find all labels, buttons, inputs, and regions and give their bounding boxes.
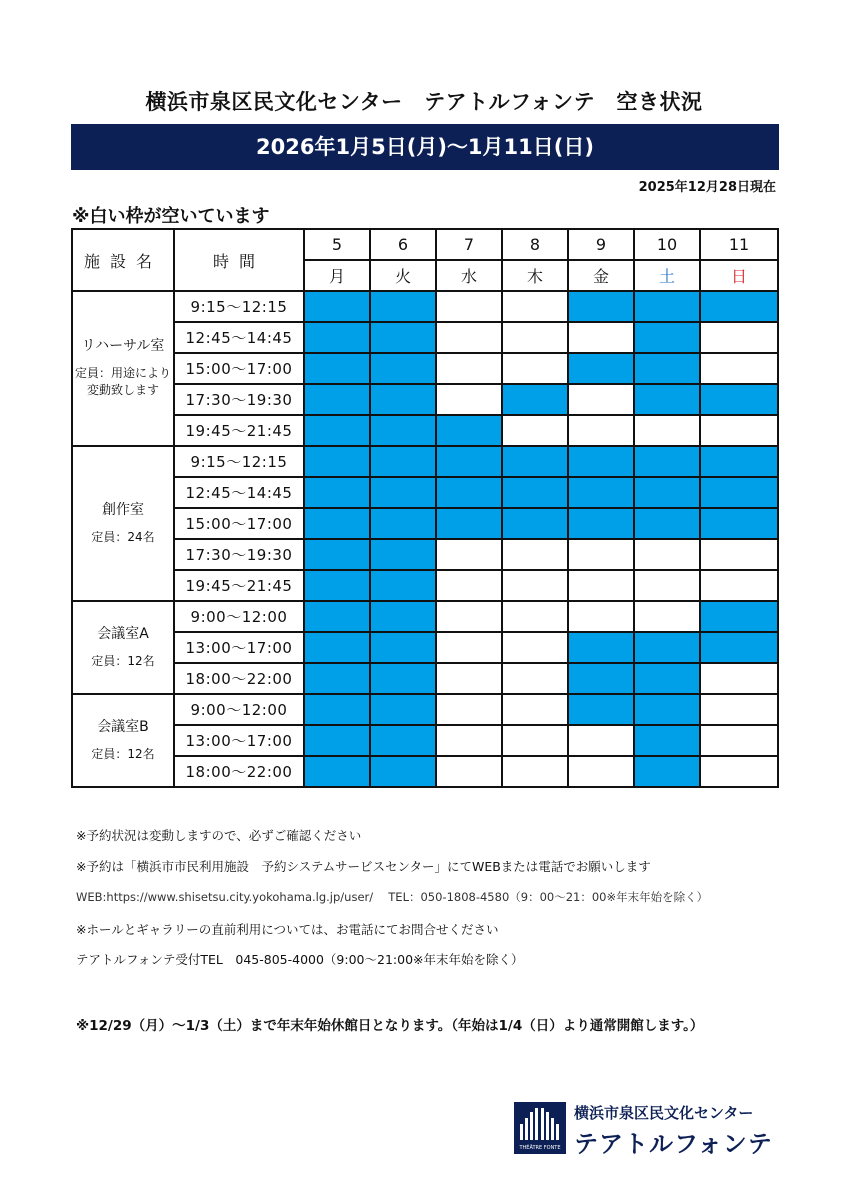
booked-slot bbox=[304, 756, 370, 787]
available-slot bbox=[502, 415, 568, 446]
day-number: 10 bbox=[634, 229, 700, 260]
available-slot bbox=[634, 570, 700, 601]
booked-slot bbox=[634, 353, 700, 384]
as-of-date: 2025年12月28日現在 bbox=[638, 180, 776, 195]
day-weekday: 木 bbox=[502, 260, 568, 291]
available-slot bbox=[436, 291, 502, 322]
booked-slot bbox=[568, 663, 634, 694]
period-banner: 2026年1月5日(月)～1月11日(日) bbox=[71, 124, 779, 170]
booked-slot bbox=[370, 756, 436, 787]
booked-slot bbox=[436, 508, 502, 539]
available-slot bbox=[634, 415, 700, 446]
available-slot bbox=[568, 601, 634, 632]
booked-slot bbox=[304, 570, 370, 601]
white-cell-note: ※白い枠が空いています bbox=[72, 206, 270, 227]
table-row bbox=[72, 632, 778, 663]
facility-cell bbox=[72, 694, 174, 787]
booked-slot bbox=[304, 725, 370, 756]
available-slot bbox=[436, 632, 502, 663]
table-row bbox=[72, 446, 778, 477]
booked-slot bbox=[370, 477, 436, 508]
note-3: ※ホールとギャラリーの直前利用については、お電話にてお問合せください bbox=[76, 922, 499, 937]
table-row bbox=[72, 570, 778, 601]
table-row bbox=[72, 322, 778, 353]
available-slot bbox=[436, 539, 502, 570]
available-slot bbox=[502, 291, 568, 322]
time-slot-label: 13:00～17:00 bbox=[174, 632, 304, 663]
booked-slot bbox=[304, 508, 370, 539]
booked-slot bbox=[634, 725, 700, 756]
theatre-logo-icon bbox=[514, 1102, 566, 1154]
time-header: 時間 bbox=[174, 229, 304, 291]
booked-slot bbox=[304, 694, 370, 725]
time-slot-label: 9:15～12:15 bbox=[174, 446, 304, 477]
booked-slot bbox=[700, 291, 778, 322]
facility-name: 創作室 bbox=[102, 501, 144, 518]
available-slot bbox=[700, 539, 778, 570]
theatre-logo bbox=[514, 1100, 774, 1160]
available-slot bbox=[700, 725, 778, 756]
booked-slot bbox=[304, 322, 370, 353]
day-weekday: 月 bbox=[304, 260, 370, 291]
booked-slot bbox=[502, 446, 568, 477]
table-row bbox=[72, 663, 778, 694]
available-slot bbox=[568, 570, 634, 601]
booked-slot bbox=[502, 508, 568, 539]
available-slot bbox=[502, 570, 568, 601]
booked-slot bbox=[370, 384, 436, 415]
availability-table bbox=[71, 228, 779, 788]
page-title: 横浜市泉区民文化センター テアトルフォンテ 空き状況 bbox=[145, 90, 703, 114]
booked-slot bbox=[634, 291, 700, 322]
booked-slot bbox=[700, 632, 778, 663]
booked-slot bbox=[436, 415, 502, 446]
booked-slot bbox=[370, 446, 436, 477]
available-slot bbox=[436, 384, 502, 415]
logo-line-1: 横浜市泉区民文化センター bbox=[574, 1104, 754, 1122]
booked-slot bbox=[568, 508, 634, 539]
booked-slot bbox=[370, 570, 436, 601]
available-slot bbox=[568, 384, 634, 415]
booked-slot bbox=[304, 632, 370, 663]
available-slot bbox=[568, 725, 634, 756]
time-slot-label: 19:45～21:45 bbox=[174, 570, 304, 601]
table-row bbox=[72, 415, 778, 446]
booked-slot bbox=[502, 384, 568, 415]
booked-slot bbox=[634, 384, 700, 415]
available-slot bbox=[436, 322, 502, 353]
time-slot-label: 9:00～12:00 bbox=[174, 694, 304, 725]
booked-slot bbox=[370, 663, 436, 694]
facility-cell bbox=[72, 291, 174, 446]
booked-slot bbox=[304, 601, 370, 632]
note-web-tel: WEB:https://www.shisetsu.city.yokohama.lg.jp/user/ TEL：050-1808-4580（9：00～21：00※年末年始を除く） bbox=[76, 890, 709, 904]
facility-capacity: 定員：12名 bbox=[91, 653, 155, 668]
booked-slot bbox=[436, 446, 502, 477]
available-slot bbox=[436, 725, 502, 756]
booked-slot bbox=[370, 353, 436, 384]
available-slot bbox=[502, 632, 568, 663]
booked-slot bbox=[634, 477, 700, 508]
facility-capacity: 定員：用途により変動致します bbox=[74, 366, 171, 397]
booked-slot bbox=[370, 725, 436, 756]
booked-slot bbox=[700, 477, 778, 508]
table-row bbox=[72, 384, 778, 415]
time-slot-label: 15:00～17:00 bbox=[174, 353, 304, 384]
day-weekday: 火 bbox=[370, 260, 436, 291]
facility-cell bbox=[72, 446, 174, 601]
time-slot-label: 18:00～22:00 bbox=[174, 663, 304, 694]
time-slot-label: 9:15～12:15 bbox=[174, 291, 304, 322]
time-slot-label: 17:30～19:30 bbox=[174, 539, 304, 570]
available-slot bbox=[634, 601, 700, 632]
booked-slot bbox=[436, 477, 502, 508]
booked-slot bbox=[304, 353, 370, 384]
booked-slot bbox=[634, 446, 700, 477]
booked-slot bbox=[568, 446, 634, 477]
booked-slot bbox=[304, 663, 370, 694]
note-2: ※予約は「横浜市市民利用施設 予約システムサービスセンター」にてWEBまたは電話でお願いします bbox=[76, 859, 651, 874]
available-slot bbox=[436, 353, 502, 384]
available-slot bbox=[436, 663, 502, 694]
available-slot bbox=[436, 570, 502, 601]
booked-slot bbox=[304, 291, 370, 322]
available-slot bbox=[502, 322, 568, 353]
available-slot bbox=[568, 322, 634, 353]
booked-slot bbox=[304, 415, 370, 446]
booked-slot bbox=[370, 322, 436, 353]
time-slot-label: 12:45～14:45 bbox=[174, 477, 304, 508]
note-reception: テアトルフォンテ受付TEL 045-805-4000（9:00～21:00※年末年始を除く） bbox=[76, 952, 524, 967]
table-row bbox=[72, 601, 778, 632]
table-row bbox=[72, 756, 778, 787]
available-slot bbox=[700, 756, 778, 787]
available-slot bbox=[700, 663, 778, 694]
facility-name: リハーサル室 bbox=[81, 338, 165, 354]
time-slot-label: 17:30～19:30 bbox=[174, 384, 304, 415]
booked-slot bbox=[304, 539, 370, 570]
day-weekday: 日 bbox=[700, 260, 778, 291]
available-slot bbox=[502, 353, 568, 384]
facility-capacity: 定員：24名 bbox=[91, 529, 155, 544]
logo-line-2: テアトルフォンテ bbox=[574, 1130, 773, 1158]
booked-slot bbox=[700, 384, 778, 415]
available-slot bbox=[502, 725, 568, 756]
table-row bbox=[72, 694, 778, 725]
day-number: 8 bbox=[502, 229, 568, 260]
available-slot bbox=[700, 694, 778, 725]
booked-slot bbox=[568, 477, 634, 508]
available-slot bbox=[700, 415, 778, 446]
day-weekday: 金 bbox=[568, 260, 634, 291]
booked-slot bbox=[370, 508, 436, 539]
day-weekday: 土 bbox=[634, 260, 700, 291]
booked-slot bbox=[568, 353, 634, 384]
time-slot-label: 19:45～21:45 bbox=[174, 415, 304, 446]
available-slot bbox=[634, 539, 700, 570]
time-slot-label: 13:00～17:00 bbox=[174, 725, 304, 756]
booked-slot bbox=[370, 291, 436, 322]
available-slot bbox=[436, 601, 502, 632]
day-number: 5 bbox=[304, 229, 370, 260]
day-weekday: 水 bbox=[436, 260, 502, 291]
available-slot bbox=[436, 756, 502, 787]
booked-slot bbox=[304, 477, 370, 508]
facility-capacity: 定員：12名 bbox=[91, 746, 155, 761]
time-slot-label: 9:00～12:00 bbox=[174, 601, 304, 632]
available-slot bbox=[502, 756, 568, 787]
booked-slot bbox=[634, 508, 700, 539]
day-number: 6 bbox=[370, 229, 436, 260]
booked-slot bbox=[370, 632, 436, 663]
available-slot bbox=[568, 539, 634, 570]
available-slot bbox=[502, 663, 568, 694]
available-slot bbox=[436, 694, 502, 725]
booked-slot bbox=[568, 291, 634, 322]
booked-slot bbox=[700, 508, 778, 539]
booked-slot bbox=[634, 632, 700, 663]
table-row bbox=[72, 508, 778, 539]
facility-name: 会議室A bbox=[97, 625, 149, 642]
booked-slot bbox=[634, 322, 700, 353]
available-slot bbox=[700, 353, 778, 384]
available-slot bbox=[568, 415, 634, 446]
booked-slot bbox=[700, 446, 778, 477]
note-1: ※予約状況は変動しますので、必ずご確認ください bbox=[76, 828, 362, 843]
day-number: 9 bbox=[568, 229, 634, 260]
booked-slot bbox=[634, 663, 700, 694]
booked-slot bbox=[370, 694, 436, 725]
booked-slot bbox=[304, 384, 370, 415]
day-number: 11 bbox=[700, 229, 778, 260]
fountain-bars-icon bbox=[514, 1102, 566, 1154]
booked-slot bbox=[700, 601, 778, 632]
facility-cell bbox=[72, 601, 174, 694]
booked-slot bbox=[634, 756, 700, 787]
booked-slot bbox=[568, 632, 634, 663]
table-row bbox=[72, 353, 778, 384]
booked-slot bbox=[502, 477, 568, 508]
booked-slot bbox=[568, 694, 634, 725]
time-slot-label: 15:00～17:00 bbox=[174, 508, 304, 539]
time-slot-label: 12:45～14:45 bbox=[174, 322, 304, 353]
table-row bbox=[72, 725, 778, 756]
available-slot bbox=[700, 322, 778, 353]
booked-slot bbox=[370, 415, 436, 446]
available-slot bbox=[700, 570, 778, 601]
booked-slot bbox=[634, 694, 700, 725]
holiday-note: ※12/29（月）～1/3（土）まで年末年始休館日となります。（年始は1/4（日）より通常開館します。） bbox=[76, 1018, 704, 1034]
table-row bbox=[72, 477, 778, 508]
logo-mark-text: THÉÂTRE FONTE bbox=[519, 1145, 561, 1151]
facility-header: 施設名 bbox=[72, 229, 174, 291]
day-number: 7 bbox=[436, 229, 502, 260]
time-slot-label: 18:00～22:00 bbox=[174, 756, 304, 787]
facility-name: 会議室B bbox=[97, 718, 149, 735]
booked-slot bbox=[370, 539, 436, 570]
table-row bbox=[72, 291, 778, 322]
available-slot bbox=[502, 694, 568, 725]
available-slot bbox=[502, 601, 568, 632]
available-slot bbox=[502, 539, 568, 570]
table-row bbox=[72, 539, 778, 570]
booked-slot bbox=[304, 446, 370, 477]
booked-slot bbox=[370, 601, 436, 632]
available-slot bbox=[568, 756, 634, 787]
